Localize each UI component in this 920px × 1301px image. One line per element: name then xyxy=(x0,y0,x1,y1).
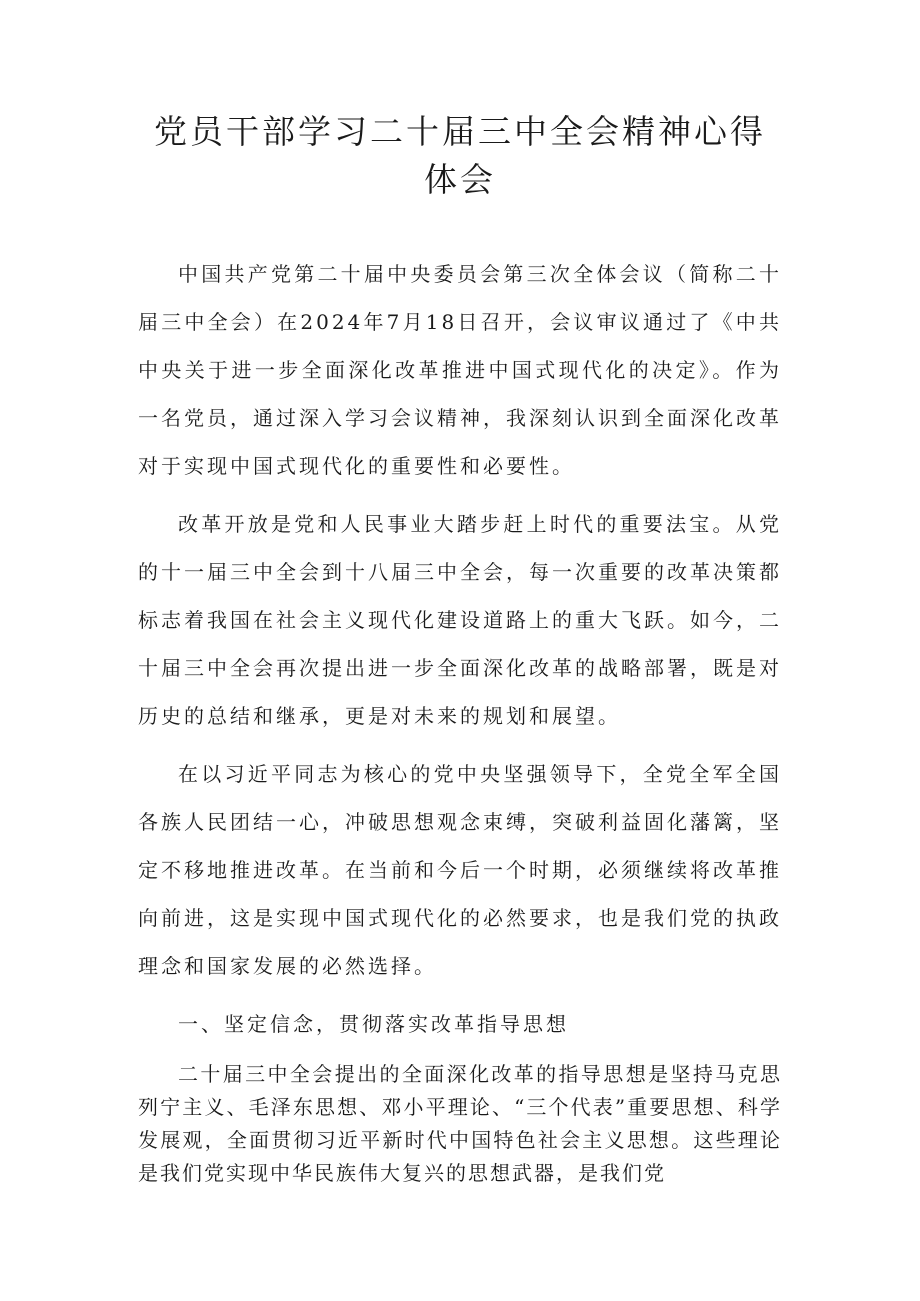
paragraph-guiding-thought: 二十届三中全会提出的全面深化改革的指导思想是坚持马克思列宁主义、毛泽东思想、邓小平理论、“三个代表”重要思想、科学发展观，全面贯彻习近平新时代中国特色社会主义思想。这些理论是我们党实现中华民族伟大复兴的思想武器，是我们党 xyxy=(138,1062,782,1185)
paragraph-intro: 中国共产党第二十届中央委员会第三次全体会议（简称二十届三中全会）在2024年7月18日召开，会议审议通过了《中共中央关于进一步全面深化改革推进中国式现代化的决定》。作为一名党员，通过深入学习会议精神，我深刻认识到全面深化改革对于实现中国式现代化的重要性和必要性。 xyxy=(138,262,782,478)
section-heading: 一、坚定信念，贯彻落实改革指导思想 xyxy=(178,1012,569,1036)
paragraph-leadership: 在以习近平同志为核心的党中央坚强领导下，全党全军全国各族人民团结一心，冲破思想观念束缚，突破利益固化藩篱，坚定不移地推进改革。在当前和今后一个时期，必须继续将改革推向前进，这是实现中国式现代化的必然要求，也是我们党的执政理念和国家发展的必然选择。 xyxy=(138,762,782,978)
document-body xyxy=(138,250,782,1200)
paragraph-reform-history: 改革开放是党和人民事业大踏步赶上时代的重要法宝。从党的十一届三中全会到十八届三中全会，每一次重要的改革决策都标志着我国在社会主义现代化建设道路上的重大飞跃。如今，二十届三中全会再次提出进一步全面深化改革的战略部署，既是对历史的总结和继承，更是对未来的规划和展望。 xyxy=(138,512,782,728)
document-title: 党员干部学习二十届三中全会精神心得体会 xyxy=(154,112,766,199)
